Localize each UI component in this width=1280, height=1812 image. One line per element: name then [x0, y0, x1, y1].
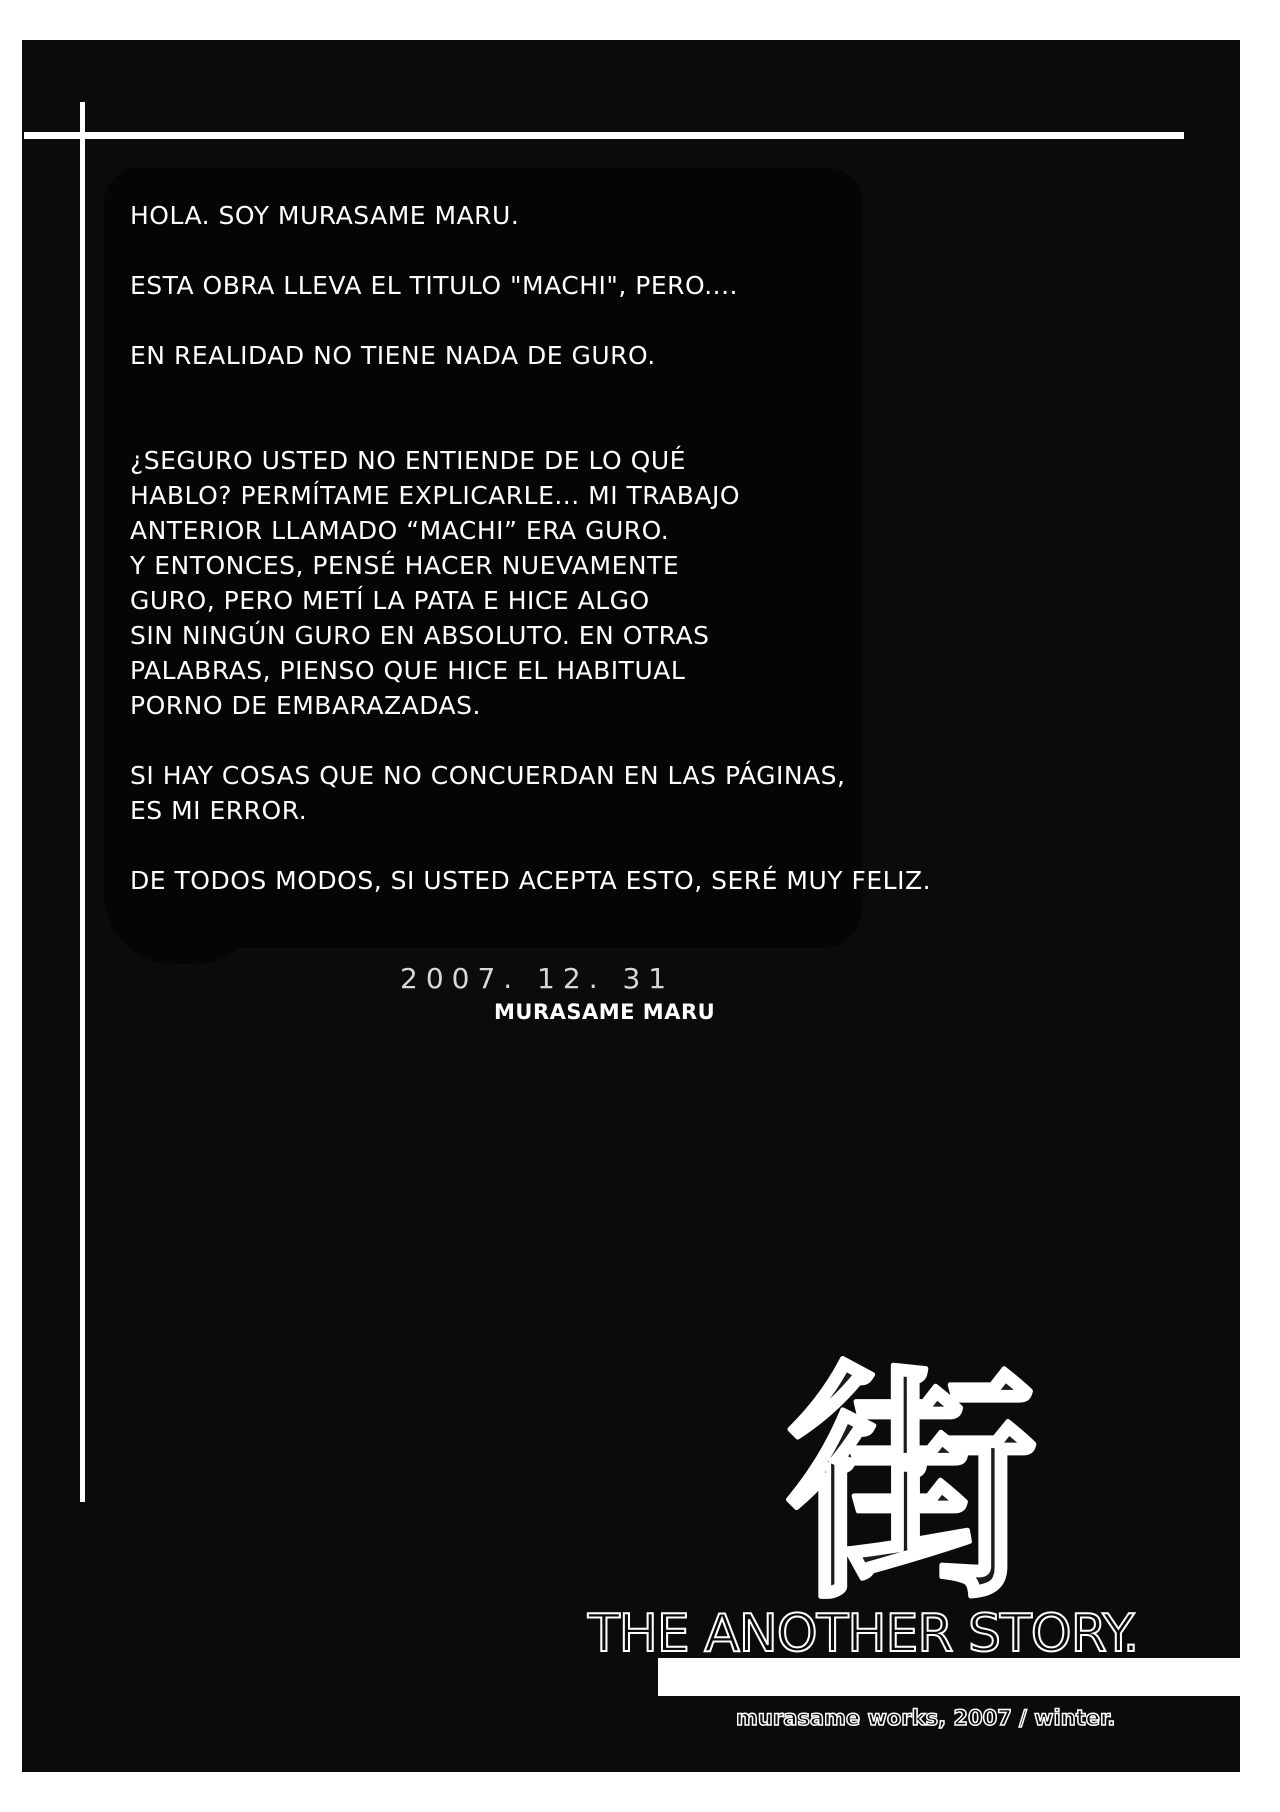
message-paragraph-5: SI HAY COSAS QUE NO CONCUERDAN EN LAS PÁGINAS, ES MI ERROR. — [130, 761, 846, 825]
message-paragraph-1: HOLA. SOY MURASAME MARU. — [130, 201, 520, 230]
message-paragraph-6: DE TODOS MODOS, SI USTED ACEPTA ESTO, SERÉ MUY FELIZ. — [130, 866, 932, 895]
signature-date: 2007. 12. 31 — [400, 962, 675, 995]
message-text — [130, 198, 1030, 898]
horizontal-rule — [24, 132, 1184, 139]
logo-subtitle: THE ANOTHER STORY. — [588, 1604, 1139, 1664]
signature-author: MURASAME MARU — [494, 1000, 716, 1024]
message-paragraph-3: EN REALIDAD NO TIENE NADA DE GURO. — [130, 341, 656, 370]
logo-kanji: 街 — [787, 1348, 1037, 1608]
logo-credit: murasame works, 2007 / winter. — [736, 1706, 1116, 1730]
machi-kanji-logo — [752, 1348, 1072, 1608]
message-paragraph-2: ESTA OBRA LLEVA EL TITULO "MACHI", PERO.... — [130, 271, 738, 300]
vertical-rule — [80, 102, 85, 1502]
message-paragraph-4: ¿SEGURO USTED NO ENTIENDE DE LO QUÉ HABLO? PERMÍTAME EXPLICARLE... MI TRABAJO ANTERIOR LLAMADO “MACHI” ERA GURO. Y ENTONCES, PENSÉ HACER NUEVAMENTE GURO, PERO METÍ LA PATA E HICE ALGO SIN NINGÚN GURO EN ABSOLUTO. EN OTRAS PALABRAS, PIENSO QUE HICE EL HABITUAL PORNO DE EMBARAZADAS. — [130, 446, 741, 720]
